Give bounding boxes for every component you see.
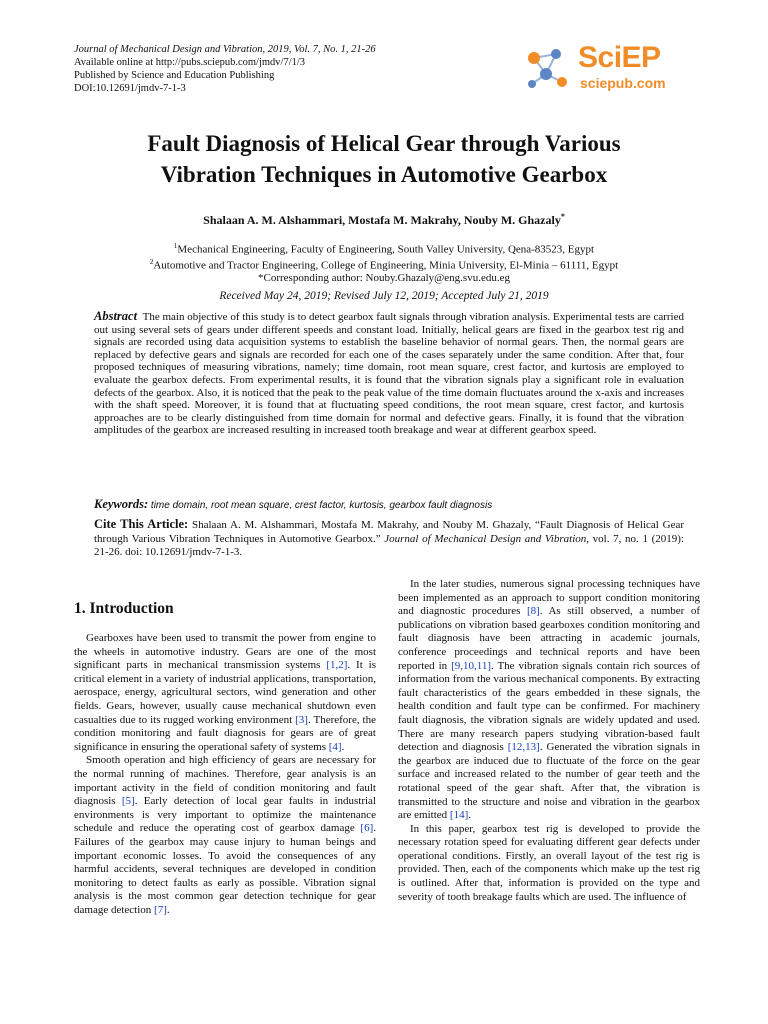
title-line-1: Fault Diagnosis of Helical Gear through Various — [147, 131, 621, 156]
corresponding-author: *Corresponding author: Nouby.Ghazaly@eng.svu.edu.eg — [258, 272, 510, 285]
left-column — [74, 632, 376, 917]
cite-this-article — [94, 518, 684, 560]
cite-text: Shalaan A. M. Alshammari, Mostafa M. Makrahy, and Nouby M. Ghazaly, “Fault Diagnosis of Helical Gear through Various Vibration Techniques in Automotive Gearbox.” — [94, 519, 684, 545]
cite-rest: , vol. 7, no. 1 (2019): 21-26. doi: 10.12691/jmdv-7-1-3. — [94, 532, 684, 558]
citation-link[interactable]: [12,13] — [507, 741, 540, 754]
right-column — [398, 578, 700, 904]
corresponding-mark: * — [560, 212, 565, 221]
keywords-text: time domain, root mean square, crest factor, kurtosis, gearbox fault diagnosis — [150, 500, 493, 511]
citation-link[interactable]: [1,2] — [326, 659, 348, 672]
affiliation-1: Mechanical Engineering, Faculty of Engineering, South Valley University, Qena-83523, Egypt — [177, 243, 595, 256]
citation-link[interactable]: [9,10,11] — [451, 659, 491, 672]
sciep-logo — [522, 41, 692, 94]
citation-link[interactable]: [14] — [449, 809, 469, 822]
citation-link[interactable]: [4] — [328, 740, 342, 753]
affiliation-2: Automotive and Tractor Engineering, College of Engineering, Minia University, El-Minia – 61111, Egypt — [153, 259, 619, 272]
section-heading-introduction: 1. Introduction — [74, 600, 174, 617]
paragraph: Gearboxes have been used to transmit the power from engine to the wheels in automotive industry. Gears are one of the most significant parts in mechanical transmission systems [1,2]. It is critical element in a variety of industrial applications, transportation, aerospace, energy, agricultural sectors, wind generation and other fields. Gears, however, usually cause mechanical shutdown even casualties due to its rugged working environment [3]. Therefore, the condition monitoring and fault diagnosis for gears are of great significance in ensuring the operational safety of systems [4]. — [74, 632, 376, 753]
network-icon — [522, 44, 572, 94]
abstract — [94, 310, 684, 437]
logo-brand: SciEP — [578, 41, 661, 74]
author-names: Shalaan A. M. Alshammari, Mostafa M. Makrahy, Nouby M. Ghazaly — [203, 213, 561, 227]
affiliation-2-number: 2 — [149, 258, 154, 267]
paragraph: Smooth operation and high efficiency of gears are necessary for the normal running of machines. Therefore, gear analysis is an important activity in the field of condition monitoring and fault diagnosis [5]. Early detection of local gear faults in industrial environments is very important to optimize the maintenance schedule and reduce the operating cost of gearbox damage [6]. Failures of the gearbox may cause injury to human beings and important economic losses. To avoid the consequences of any harmful accidents, several techniques are developed in condition monitoring to detect faults as early as possible. Vibration signal analysis is the most common gear detection technique for gear damage detection [7]. — [74, 754, 376, 916]
citation-link[interactable]: [6] — [360, 822, 374, 835]
doi-line: DOI:10.12691/jmdv-7-1-3 — [74, 83, 186, 94]
submission-dates: Received May 24, 2019; Revised July 12, 2019; Accepted July 21, 2019 — [219, 290, 549, 302]
available-online-line: Available online at http://pubs.sciepub.com/jmdv/7/1/3 — [74, 57, 306, 68]
paragraph: In the later studies, numerous signal processing techniques have been implemented as an approach to support condition monitoring and diagnostic procedures [8]. As still observed, a number of publications on vibration based gearboxes condition monitoring and fault diagnosis have been attracting in academic journals, conference proceedings and technical reports and have been reported in [9,10,11]. The vibration signals contain rich sources of information from the various mechanical components. By extracting fault characteristics of the gears embedded in these signals, the health condition and fault type can be confirmed. For machinery fault diagnosis, the vibration signals are widely updated and used. There are many research papers studying vibration-based fault detection and diagnosis [12,13]. Generated the vibration signals in the gearbox are induced due to fluctuate of the force on the gear surface and increased related to the number of gear teeth and the rotational speed of the gear shaft. After that, the vibration is transmitted to the structure and noise and vibration in the gearbox are emitted [14]. — [398, 578, 701, 822]
journal-header — [74, 43, 376, 95]
cite-label: Cite This Article: — [94, 517, 189, 531]
logo-url: sciepub.com — [580, 75, 666, 91]
title-line-2: Vibration Techniques in Automotive Gearbox — [160, 162, 608, 187]
citation-link[interactable]: [7] — [154, 903, 167, 916]
paper-title — [60, 128, 708, 190]
citation-link[interactable]: [5] — [121, 795, 135, 808]
citation-link[interactable]: [8] — [526, 605, 540, 618]
keywords-label: Keywords: — [94, 497, 149, 511]
publisher-line: Published by Science and Education Publishing — [74, 70, 275, 81]
abstract-label: Abstract — [94, 309, 138, 323]
affiliations — [60, 240, 708, 285]
affiliation-1-number: 1 — [173, 242, 178, 250]
abstract-text: The main objective of this study is to detect gearbox fault signals through vibration analysis. Experimental tests are carried out using several sets of gears under different speeds and constant load. Initially, helical gears are fixed in the gearbox test rig and signals are recorded using data acquisition systems to establish the baseline behavior of normal gears. Then, the normal gears are replaced by defective gears and signals are recorded for each one of the cases separately under the same condition. After that, four proposed techniques of measuring vibrations, namely; time domain, root mean square, crest factor, and kurtosis are employed to evaluate the gearbox defects. From experimental results, it is found that the vibration signals play a significant role in evaluation defects of the gearbox. Also, it is noticed that the peak to the peak value of the time domain fluctuates around the x-axis and increases with the shaft speed. Moreover, it is found that at fluctuating speed conditions, the root mean square, crest factor, and kurtosis approaches are to be clearly distinguished from time domain for normal and defective gears. Finally, it is found that the vibration amplitudes of the gearbox are increased resulting in increased tooth breakage and wear at different gearbox speed. — [94, 311, 684, 437]
cite-journal: Journal of Mechanical Design and Vibration — [384, 532, 587, 545]
citation-link[interactable]: [3] — [295, 713, 308, 726]
keywords — [94, 497, 684, 512]
journal-citation-line: Journal of Mechanical Design and Vibration, 2019, Vol. 7, No. 1, 21-26 — [74, 44, 376, 55]
author-list — [60, 212, 708, 228]
paragraph: In this paper, gearbox test rig is developed to provide the necessary rotation speed for evaluating different gear defects under operational conditions. Firstly, an overall layout of the test rig is provided. Then, each of the components which make up the test rig is outlined. After that, information is provided on the type and severity of tooth breakage faults which are used. The influence of — [398, 822, 700, 903]
